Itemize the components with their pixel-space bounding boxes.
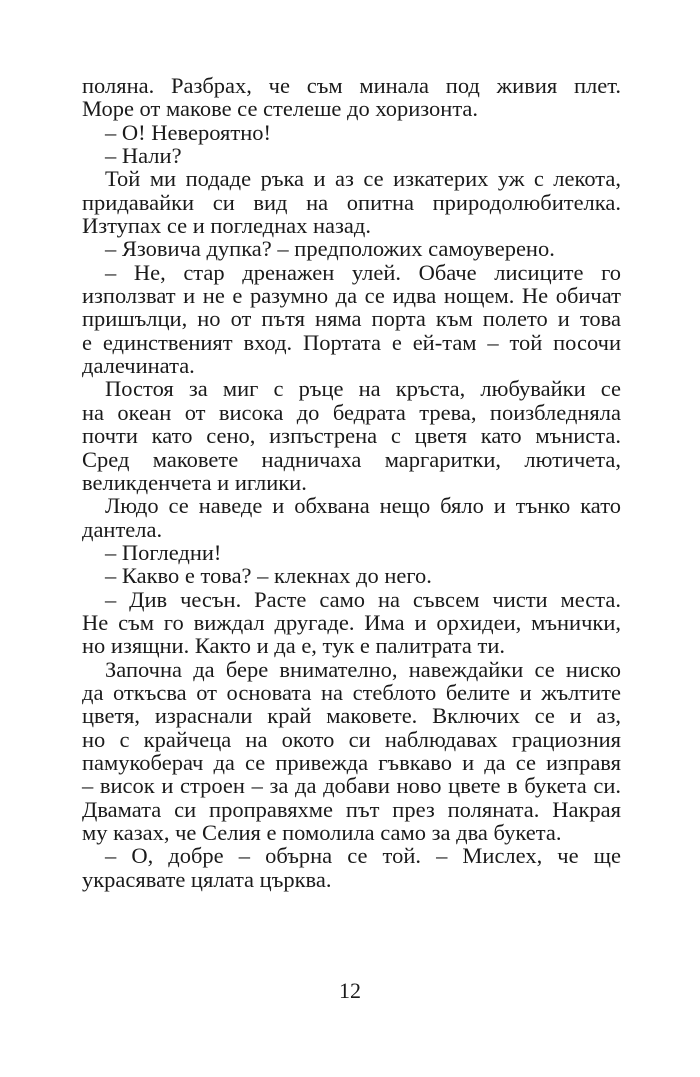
text-line: украсявате цялата църква. <box>82 866 332 892</box>
text-line: далечината. <box>82 353 195 379</box>
text-line: Той ми подаде ръка и аз се изкатерих уж с лекота, <box>105 166 621 192</box>
text-line: но изящни. Както и да е, тук е палитрата ти. <box>82 633 505 659</box>
text-line: Постоя за миг с ръце на кръста, любувайки се <box>105 376 621 402</box>
page-number: 12 <box>339 978 361 1003</box>
text-line: поляна. Разбрах, че съм минала под живия плет. <box>82 73 621 98</box>
text-line: Людо се наведе и обхвана нещо бяло и тънко като <box>105 493 621 519</box>
text-line: – Какво е това? – клекнах до него. <box>105 563 432 589</box>
text-line: дантела. <box>82 516 163 542</box>
text-line: великденчета и иглики. <box>82 469 307 495</box>
text-line: – Погледни! <box>105 539 222 565</box>
text-line: Двамата си проправяхме път през поляната. Накрая <box>82 796 621 822</box>
text-line: да откъсва от основата на стеблото белите и жълтите <box>82 679 621 705</box>
text-line: цветя, израснали край маковете. Включих се и аз, <box>82 703 621 729</box>
text-line: Не съм го виждал другаде. Има и орхидеи, мънички, <box>82 609 621 635</box>
text-line: памукоберач да се привежда гъвкаво и да се изправя <box>82 749 621 775</box>
text-line: е единственият вход. Портата е ей-там – той посочи <box>82 329 621 355</box>
text-line: – О, добре – обърна се той. – Мислех, че ще <box>105 843 621 869</box>
text-line: – Не, стар дренажен улей. Обаче лисиците го <box>105 259 621 285</box>
text-line: използват и не е разумно да се идва нощем. Не обичат <box>82 283 621 309</box>
text-line: Започна да бере внимателно, навеждайки се ниско <box>105 656 621 682</box>
text-line: но с крайчеца на окото си наблюдавах грациозния <box>82 726 621 752</box>
text-line: му казах, че Селия е помолила само за два букета. <box>82 820 562 845</box>
text-line: на океан от висока до бедрата трева, поизбледняла <box>82 399 621 425</box>
text-line: Изтупах се и погледнах назад. <box>82 213 371 239</box>
text-line: Море от макове се стелеше до хоризонта. <box>82 96 479 122</box>
body-text <box>82 74 621 891</box>
text-line: – Див чесън. Расте само на съвсем чисти места. <box>105 586 621 612</box>
text-line: почти като сено, изпъстрена с цветя като мъниста. <box>82 423 621 449</box>
text-line: – О! Невероятно! <box>105 119 271 145</box>
text-line: пришълци, но от пътя няма порта към полето и това <box>82 306 621 332</box>
text-line: – висок и строен – за да добави ново цвете в букета си. <box>82 773 621 799</box>
text-line: – Язовича дупка? – предположих самоуверено. <box>105 236 555 262</box>
text-line: – Нали? <box>105 143 182 169</box>
text-line: Сред маковете надничаха маргаритки, лютичета, <box>82 446 621 472</box>
text-line: придавайки си вид на опитна природолюбителка. <box>82 189 621 215</box>
